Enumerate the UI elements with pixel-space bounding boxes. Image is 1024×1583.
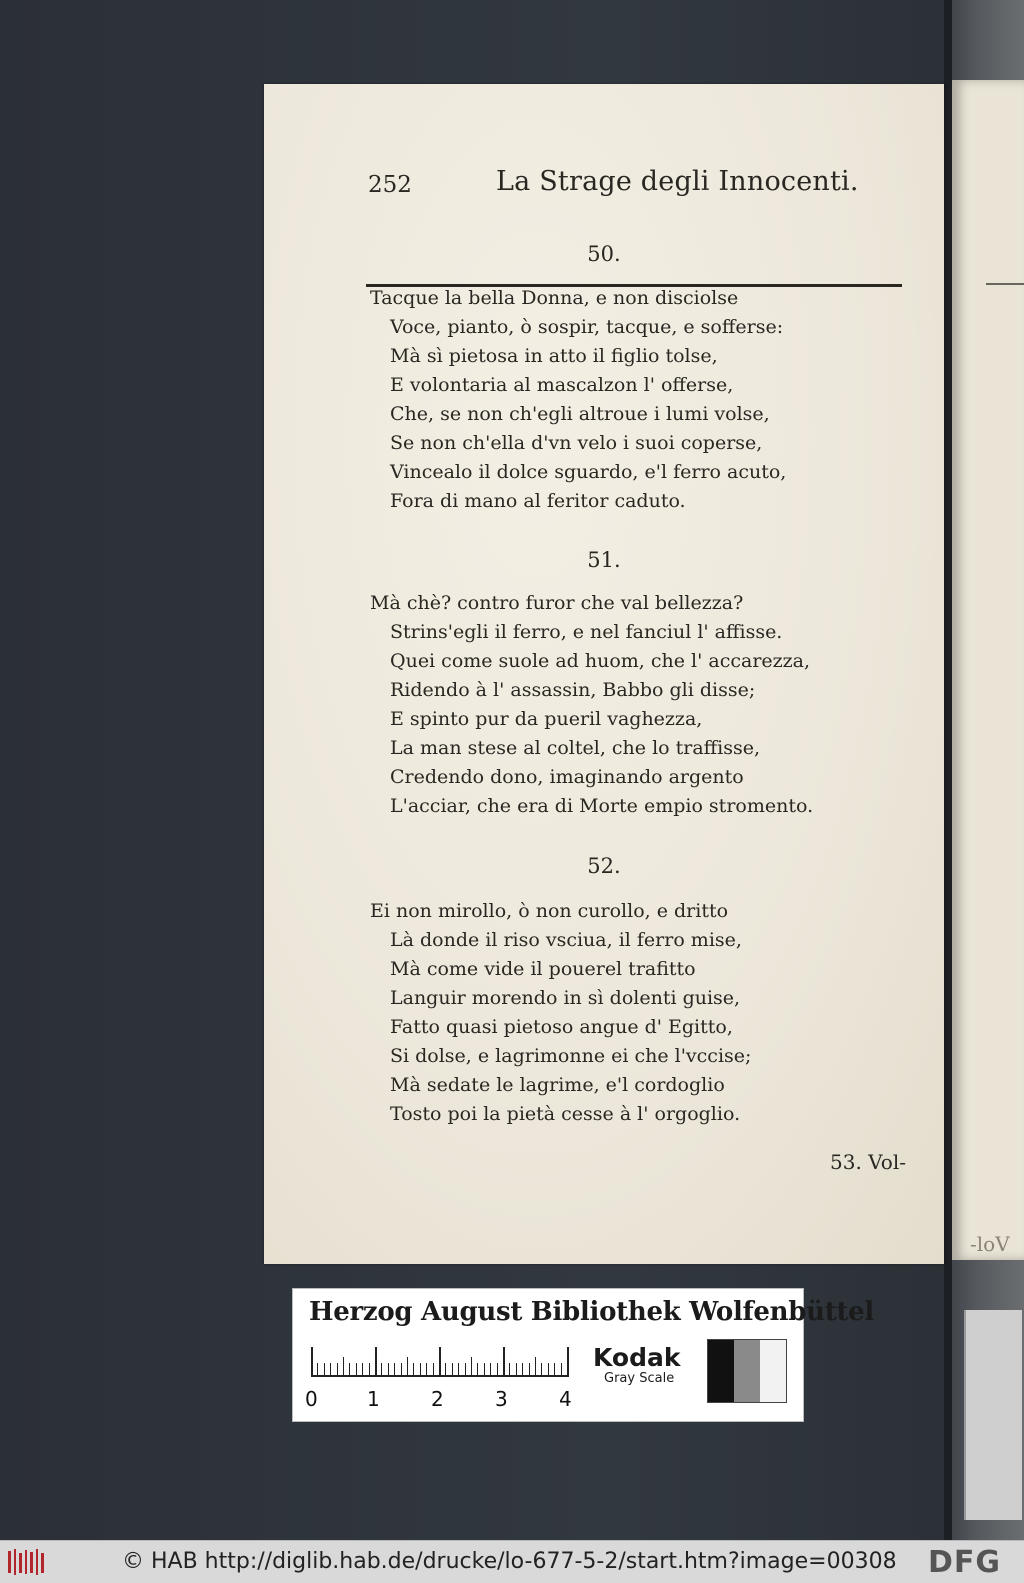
ruler-tick bbox=[343, 1357, 344, 1375]
verse-line: E volontaria al mascalzon l' offerse, bbox=[390, 374, 734, 396]
gray-scale-patches bbox=[707, 1339, 787, 1403]
ruler-tick bbox=[484, 1363, 485, 1375]
ruler-tick bbox=[567, 1347, 569, 1375]
stanza-number: 50. bbox=[587, 242, 621, 266]
ruler-tick bbox=[369, 1363, 370, 1375]
verse-line: La man stese al coltel, che lo traffisse, bbox=[390, 737, 761, 759]
ruler-tick bbox=[509, 1363, 510, 1375]
verse-line: Strins'egli il ferro, e nel fanciul l' affisse. bbox=[390, 621, 783, 643]
verse-line: Fatto quasi pietoso angue d' Egitto, bbox=[390, 1016, 733, 1038]
color-reference-card bbox=[292, 1288, 875, 1422]
ruler-tick bbox=[324, 1363, 325, 1375]
ruler-tick bbox=[407, 1357, 408, 1375]
ruler-label: 4 bbox=[559, 1387, 572, 1411]
ruler-tick bbox=[413, 1363, 414, 1375]
ruler-tick bbox=[465, 1363, 466, 1375]
ruler-tick bbox=[541, 1363, 542, 1375]
verse-line: Ei non mirollo, ò non curollo, e dritto bbox=[370, 900, 729, 922]
ruler-tick bbox=[497, 1363, 498, 1375]
hab-barcode-logo-icon bbox=[6, 1547, 48, 1577]
ruler-label: 1 bbox=[367, 1387, 380, 1411]
verse-line: Se non ch'ella d'vn velo i suoi coperse, bbox=[390, 432, 763, 454]
gray-patch-mid bbox=[734, 1340, 760, 1402]
page-header bbox=[368, 166, 904, 206]
dfg-logo: DFG bbox=[928, 1545, 1002, 1580]
verse-line: Mà sedate le lagrime, e'l cordoglio bbox=[390, 1074, 725, 1096]
stanza-number: 51. bbox=[587, 548, 621, 572]
ruler-label: 2 bbox=[431, 1387, 444, 1411]
ruler-tick bbox=[439, 1347, 441, 1375]
ruler-tick bbox=[477, 1363, 478, 1375]
verse-line: Mà sì pietosa in atto il figlio tolse, bbox=[390, 345, 718, 367]
book-page bbox=[264, 84, 944, 1264]
book-gutter bbox=[944, 0, 952, 1540]
ruler-tick bbox=[375, 1347, 377, 1375]
stanza bbox=[370, 284, 890, 516]
stanza bbox=[370, 897, 890, 1129]
ruler-tick bbox=[452, 1363, 453, 1375]
facing-page bbox=[952, 80, 1024, 1260]
ruler-tick bbox=[426, 1363, 427, 1375]
stanza-number: 52. bbox=[587, 854, 621, 878]
verse-line: Là donde il riso vsciua, il ferro mise, bbox=[390, 929, 742, 951]
ruler-tick bbox=[522, 1363, 523, 1375]
verse-line: Credendo dono, imaginando argento bbox=[390, 766, 744, 788]
ruler-tick bbox=[529, 1363, 530, 1375]
ruler-tick bbox=[362, 1363, 363, 1375]
ruler-tick bbox=[330, 1363, 331, 1375]
gray-patch-light bbox=[760, 1340, 786, 1402]
verse-line: Si dolse, e lagrimonne ei che l'vccise; bbox=[390, 1045, 752, 1067]
ruler-tick bbox=[401, 1363, 402, 1375]
ruler-tick bbox=[349, 1363, 350, 1375]
ruler-tick bbox=[356, 1363, 357, 1375]
ruler-label: 3 bbox=[495, 1387, 508, 1411]
ruler-label: 0 bbox=[305, 1387, 318, 1411]
running-title: La Strage degli Innocenti. bbox=[496, 166, 859, 197]
catchword: 53. Vol- bbox=[830, 1150, 906, 1174]
verse-line: Tosto poi la pietà cesse à l' orgoglio. bbox=[390, 1103, 741, 1125]
ruler-tick bbox=[490, 1363, 491, 1375]
kodak-subtitle: Gray Scale bbox=[604, 1371, 675, 1386]
verse-line: Che, se non ch'egli altroue i lumi volse, bbox=[390, 403, 770, 425]
gray-patch-dark bbox=[708, 1340, 734, 1402]
ruler-tick bbox=[381, 1363, 382, 1375]
verse-line: Vincealo il dolce sguardo, e'l ferro acuto, bbox=[390, 461, 787, 483]
ruler-tick bbox=[337, 1363, 338, 1375]
verse-line: Tacque la bella Donna, e non disciolse bbox=[370, 287, 739, 309]
facing-page-catchword: -loV bbox=[970, 1232, 1010, 1256]
side-label-card bbox=[964, 1310, 1022, 1520]
verse-line: E spinto pur da pueril vaghezza, bbox=[390, 708, 703, 730]
ruler-tick bbox=[311, 1347, 313, 1375]
ruler-tick bbox=[445, 1363, 446, 1375]
kodak-logo: Kodak bbox=[593, 1343, 681, 1372]
ruler-tick bbox=[554, 1363, 555, 1375]
ruler-tick bbox=[503, 1347, 505, 1375]
stanza bbox=[370, 589, 890, 821]
facing-page-rule bbox=[986, 283, 1024, 285]
ruler-tick bbox=[561, 1363, 562, 1375]
ruler-tick bbox=[317, 1363, 318, 1375]
scale-ruler bbox=[311, 1345, 569, 1377]
ruler-tick bbox=[458, 1363, 459, 1375]
verse-line: Mà chè? contro furor che val bellezza? bbox=[370, 592, 744, 614]
ruler-tick bbox=[433, 1363, 434, 1375]
ruler-tick bbox=[388, 1363, 389, 1375]
verse-line: Ridendo à l' assassin, Babbo gli disse; bbox=[390, 679, 756, 701]
ruler-tick bbox=[394, 1363, 395, 1375]
ruler-tick bbox=[548, 1363, 549, 1375]
ruler-tick bbox=[535, 1357, 536, 1375]
verse-line: Languir morendo in sì dolenti guise, bbox=[390, 987, 741, 1009]
page-number: 252 bbox=[368, 172, 412, 198]
verse-line: L'acciar, che era di Morte empio stromento. bbox=[390, 795, 814, 817]
ruler-tick bbox=[420, 1363, 421, 1375]
verse-line: Mà come vide il pouerel trafitto bbox=[390, 958, 696, 980]
verse-line: Voce, pianto, ò sospir, tacque, e sofferse: bbox=[390, 316, 784, 338]
institution-name: Herzog August Bibliothek Wolfenbüttel bbox=[309, 1297, 875, 1327]
citation-link[interactable]: © HAB http://diglib.hab.de/drucke/lo-677-5-2/start.htm?image=00308 bbox=[122, 1549, 897, 1574]
viewer-footer bbox=[0, 1540, 1024, 1583]
verse-line: Quei come suole ad huom, che l' accarezza, bbox=[390, 650, 811, 672]
ruler-tick bbox=[516, 1363, 517, 1375]
ruler-tick bbox=[471, 1357, 472, 1375]
verse-line: Fora di mano al feritor caduto. bbox=[390, 490, 686, 512]
